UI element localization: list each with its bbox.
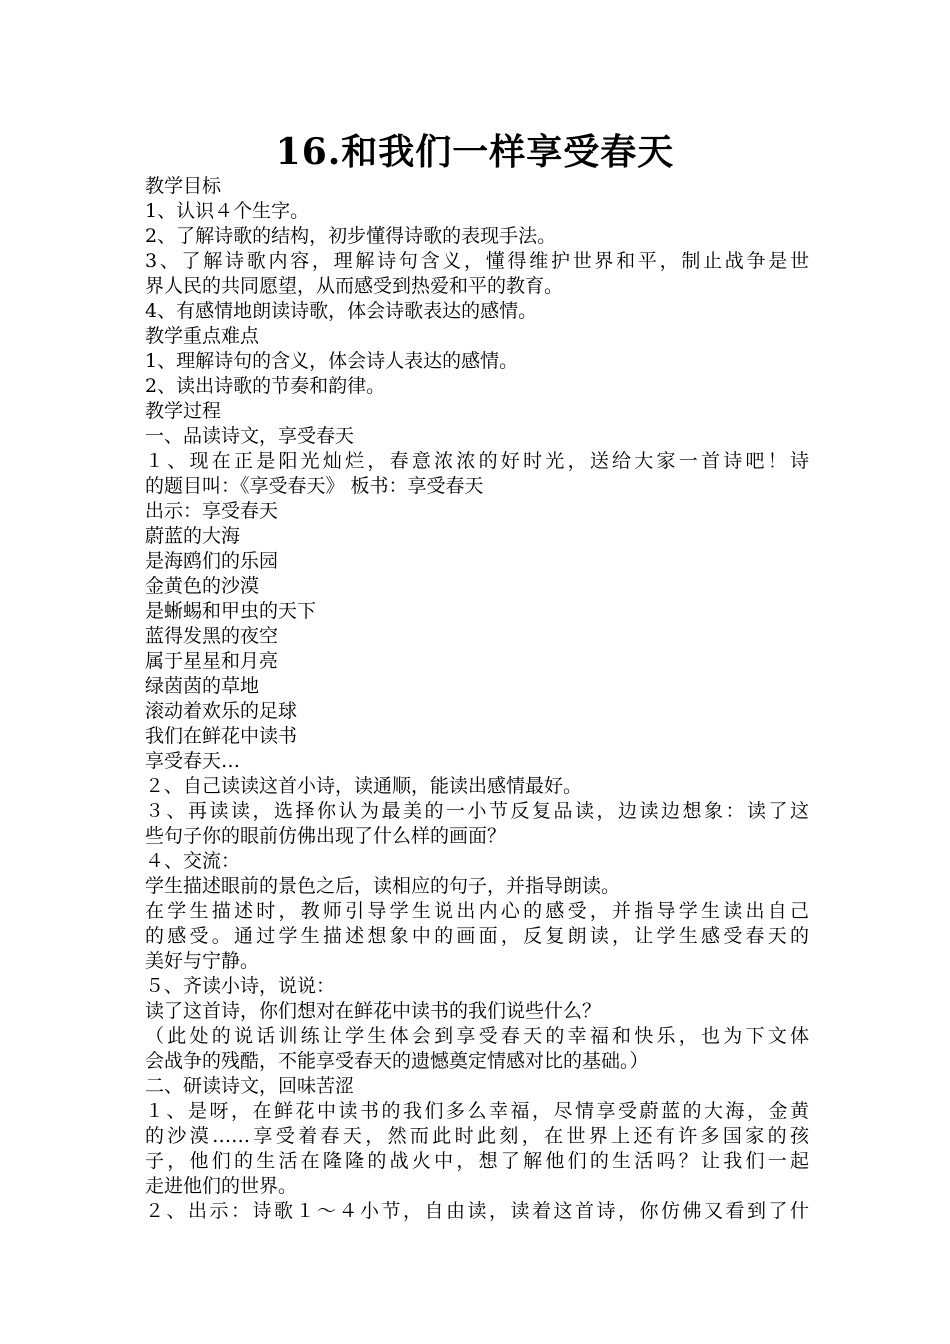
section-heading-process: 教学过程 (145, 400, 222, 422)
text-line: 4、有感情地朗读诗歌，体会诗歌表达的感情。 (145, 300, 538, 322)
text-line: ２、自己读读这首小诗，读通顺，能读出感情最好。 (145, 775, 583, 797)
text-line: ５、齐读小诗，说说： (145, 975, 336, 997)
poem-line: 蓝得发黑的夜空 (145, 625, 279, 647)
text-line: 在学生描述时，教师引导学生说出内心的感受，并指导学生读出自己 (145, 900, 809, 922)
text-line: 会战争的残酷，不能享受春天的遗憾奠定情感对比的基础。） (145, 1050, 649, 1072)
text-line: 2、了解诗歌的结构，初步懂得诗歌的表现手法。 (145, 225, 557, 247)
text-line: ４、交流： (145, 850, 241, 872)
subsection-heading: 一、品读诗文，享受春天 (145, 425, 355, 447)
poem-line: 是海鸥们的乐园 (145, 550, 279, 572)
text-line: 走进他们的世界。 (145, 1175, 298, 1197)
text-line: 的沙漠……享受着春天，然而此时此刻，在世界上还有许多国家的孩 (145, 1125, 809, 1147)
poem-line: 我们在鲜花中读书 (145, 725, 298, 747)
poem-line: 享受春天… (145, 750, 241, 772)
text-line: 读了这首诗，你们想对在鲜花中读书的我们说些什么？ (145, 1000, 602, 1022)
poem-line: 是蜥蜴和甲虫的天下 (145, 600, 317, 622)
text-line: 些句子你的眼前仿佛出现了什么样的画面？ (145, 825, 507, 847)
poem-line: 滚动着欢乐的足球 (145, 700, 298, 722)
text-line: 的感受。通过学生描述想象中的画面，反复朗读，让学生感受春天的 (145, 925, 809, 947)
poem-line: 属于星星和月亮 (145, 650, 279, 672)
document-title: 16.和我们一样享受春天 (275, 131, 675, 173)
text-line: 界人民的共同愿望，从而感受到热爱和平的教育。 (145, 275, 564, 297)
document-body (145, 174, 809, 1224)
text-line: １、是呀，在鲜花中读书的我们多么幸福，尽情享受蔚蓝的大海，金黄 (145, 1100, 809, 1122)
poem-line: 金黄色的沙漠 (145, 575, 260, 597)
text-line: 的题目叫：《享受春天》 板书：享受春天 (145, 475, 484, 497)
text-line: 3、了解诗歌内容，理解诗句含义，懂得维护世界和平，制止战争是世 (145, 250, 809, 272)
section-heading-key-points: 教学重点难点 (145, 325, 260, 347)
text-line: ３、再读读，选择你认为最美的一小节反复品读，边读边想象：读了这 (145, 800, 809, 822)
section-heading-objectives: 教学目标 (145, 175, 222, 197)
text-line: 美好与宁静。 (145, 950, 260, 972)
poem-line: 蔚蓝的大海 (145, 525, 241, 547)
text-line: １、现在正是阳光灿烂，春意浓浓的好时光，送给大家一首诗吧！诗 (145, 450, 809, 472)
text-line: 学生描述眼前的景色之后，读相应的句子，并指导朗读。 (145, 875, 621, 897)
text-line: 子，他们的生活在隆隆的战火中，想了解他们的生活吗？让我们一起 (145, 1150, 809, 1172)
poem-line: 绿茵茵的草地 (145, 675, 260, 697)
subsection-heading: 二、研读诗文，回味苦涩 (145, 1075, 355, 1097)
text-line: 1、认识４个生字。 (145, 200, 310, 222)
text-line: （此处的说话训练让学生体会到享受春天的幸福和快乐，也为下文体 (145, 1025, 809, 1047)
text-line: 出示：享受春天 (145, 500, 279, 522)
text-line: ２、出示：诗歌１～４小节，自由读，读着这首诗，你仿佛又看到了什 (145, 1200, 809, 1222)
text-line: 2、读出诗歌的节奏和韵律。 (145, 375, 386, 397)
text-line: 1、理解诗句的含义，体会诗人表达的感情。 (145, 350, 519, 372)
